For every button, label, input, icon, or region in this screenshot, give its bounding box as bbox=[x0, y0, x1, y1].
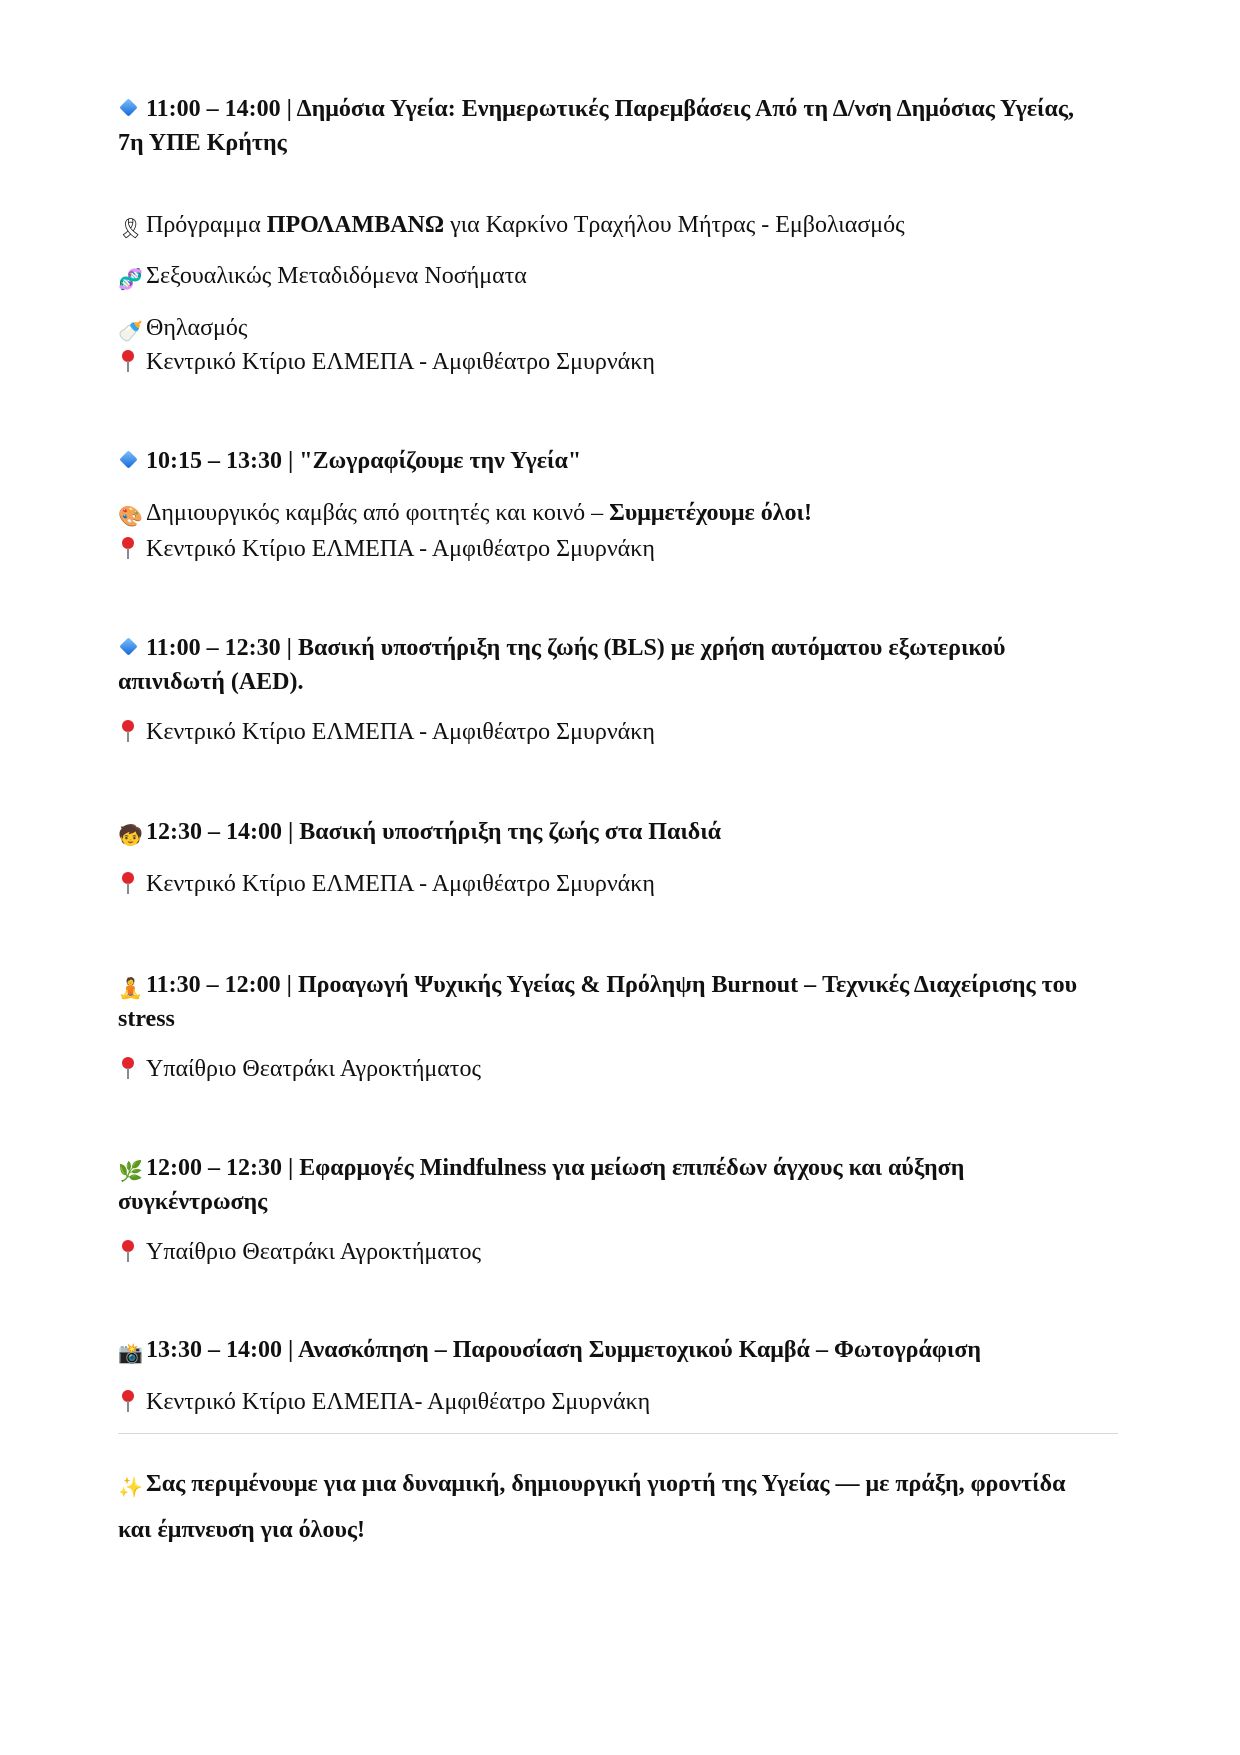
session-location: Υπαίθριο Θεατράκι Αγροκτήματος bbox=[118, 1052, 481, 1086]
blue-diamond-icon bbox=[118, 97, 140, 119]
session-item: 🎗 Πρόγραμμα ΠΡΟΛΑΜΒΑΝΩ για Καρκίνο Τραχήλου Μήτρας - Εμβολιασμός bbox=[118, 212, 905, 240]
pin-icon bbox=[118, 1390, 140, 1412]
pin-icon bbox=[118, 1057, 140, 1079]
baby-bottle-icon: 🍼 bbox=[118, 319, 143, 343]
camera-icon: 📸 bbox=[118, 1341, 143, 1365]
pin-icon bbox=[118, 1240, 140, 1262]
session-location: Κεντρικό Κτίριο ΕΛΜΕΠΑ - Αμφιθέατρο Σμυρνάκη bbox=[118, 532, 655, 566]
session-item: 🧬 Σεξουαλικώς Μεταδιδόμενα Νοσήματα bbox=[118, 263, 527, 291]
session-location: Υπαίθριο Θεατράκι Αγροκτήματος bbox=[118, 1235, 481, 1269]
session-location: Κεντρικό Κτίριο ΕΛΜΕΠΑ - Αμφιθέατρο Σμυρνάκη bbox=[118, 345, 655, 379]
session-location: Κεντρικό Κτίριο ΕΛΜΕΠΑ - Αμφιθέατρο Σμυρνάκη bbox=[118, 715, 655, 749]
session-heading: 11:00 – 14:00 | Δημόσια Υγεία: Ενημερωτικές Παρεμβάσεις Από τη Δ/νση Δημόσιας Υγείας, bbox=[118, 92, 1074, 126]
blue-diamond-icon bbox=[118, 636, 140, 658]
session-heading-continued: stress bbox=[118, 1006, 175, 1032]
session-heading: 🧒 12:30 – 14:00 | Βασική υποστήριξη της ζωής στα Παιδιά bbox=[118, 819, 722, 847]
session-heading-continued: 7η ΥΠΕ Κρήτης bbox=[118, 130, 287, 156]
session-item: 🍼 Θηλασμός bbox=[118, 315, 248, 343]
ribbon-icon: 🎗 bbox=[118, 216, 144, 240]
closing-message-continued: και έμπνευση για όλους! bbox=[118, 1517, 366, 1543]
pin-icon bbox=[118, 720, 140, 742]
session-heading-continued: συγκέντρωσης bbox=[118, 1189, 268, 1215]
session-description: 🎨 Δημιουργικός καμβάς από φοιτητές και κοινό – Συμμετέχουμε όλοι! bbox=[118, 500, 812, 528]
palette-icon: 🎨 bbox=[118, 504, 143, 528]
sparkles-icon: ✨ bbox=[118, 1475, 143, 1499]
pin-icon bbox=[118, 537, 140, 559]
session-heading: 🌿 12:00 – 12:30 | Εφαρμογές Mindfulness για μείωση επιπέδων άγχους και αύξηση bbox=[118, 1155, 965, 1183]
session-location: Κεντρικό Κτίριο ΕΛΜΕΠΑ - Αμφιθέατρο Σμυρνάκη bbox=[118, 867, 655, 901]
session-heading: 📸 13:30 – 14:00 | Ανασκόπηση – Παρουσίαση Συμμετοχικού Καμβά – Φωτογράφιση bbox=[118, 1337, 982, 1365]
child-icon: 🧒 bbox=[118, 823, 143, 847]
session-heading: 10:15 – 13:30 | "Ζωγραφίζουμε την Υγεία" bbox=[118, 444, 581, 478]
session-heading: 11:00 – 12:30 | Βασική υποστήριξη της ζωής (BLS) με χρήση αυτόματου εξωτερικού bbox=[118, 631, 1006, 665]
dna-icon: 🧬 bbox=[118, 267, 143, 291]
blue-diamond-icon bbox=[118, 449, 140, 471]
divider bbox=[118, 1433, 1118, 1434]
pin-icon bbox=[118, 872, 140, 894]
session-location: Κεντρικό Κτίριο ΕΛΜΕΠΑ- Αμφιθέατρο Σμυρνάκη bbox=[118, 1385, 650, 1419]
session-heading-continued: απινιδωτή (AED). bbox=[118, 669, 304, 695]
session-heading: 🧘 11:30 – 12:00 | Προαγωγή Ψυχικής Υγείας & Πρόληψη Burnout – Τεχνικές Διαχείρισης του bbox=[118, 972, 1078, 1000]
meditation-icon: 🧘 bbox=[118, 976, 143, 1000]
pin-icon bbox=[118, 350, 140, 372]
closing-message: ✨ Σας περιμένουμε για μια δυναμική, δημιουργική γιορτή της Υγείας — με πράξη, φροντίδα bbox=[118, 1471, 1066, 1499]
herb-icon: 🌿 bbox=[118, 1159, 143, 1183]
